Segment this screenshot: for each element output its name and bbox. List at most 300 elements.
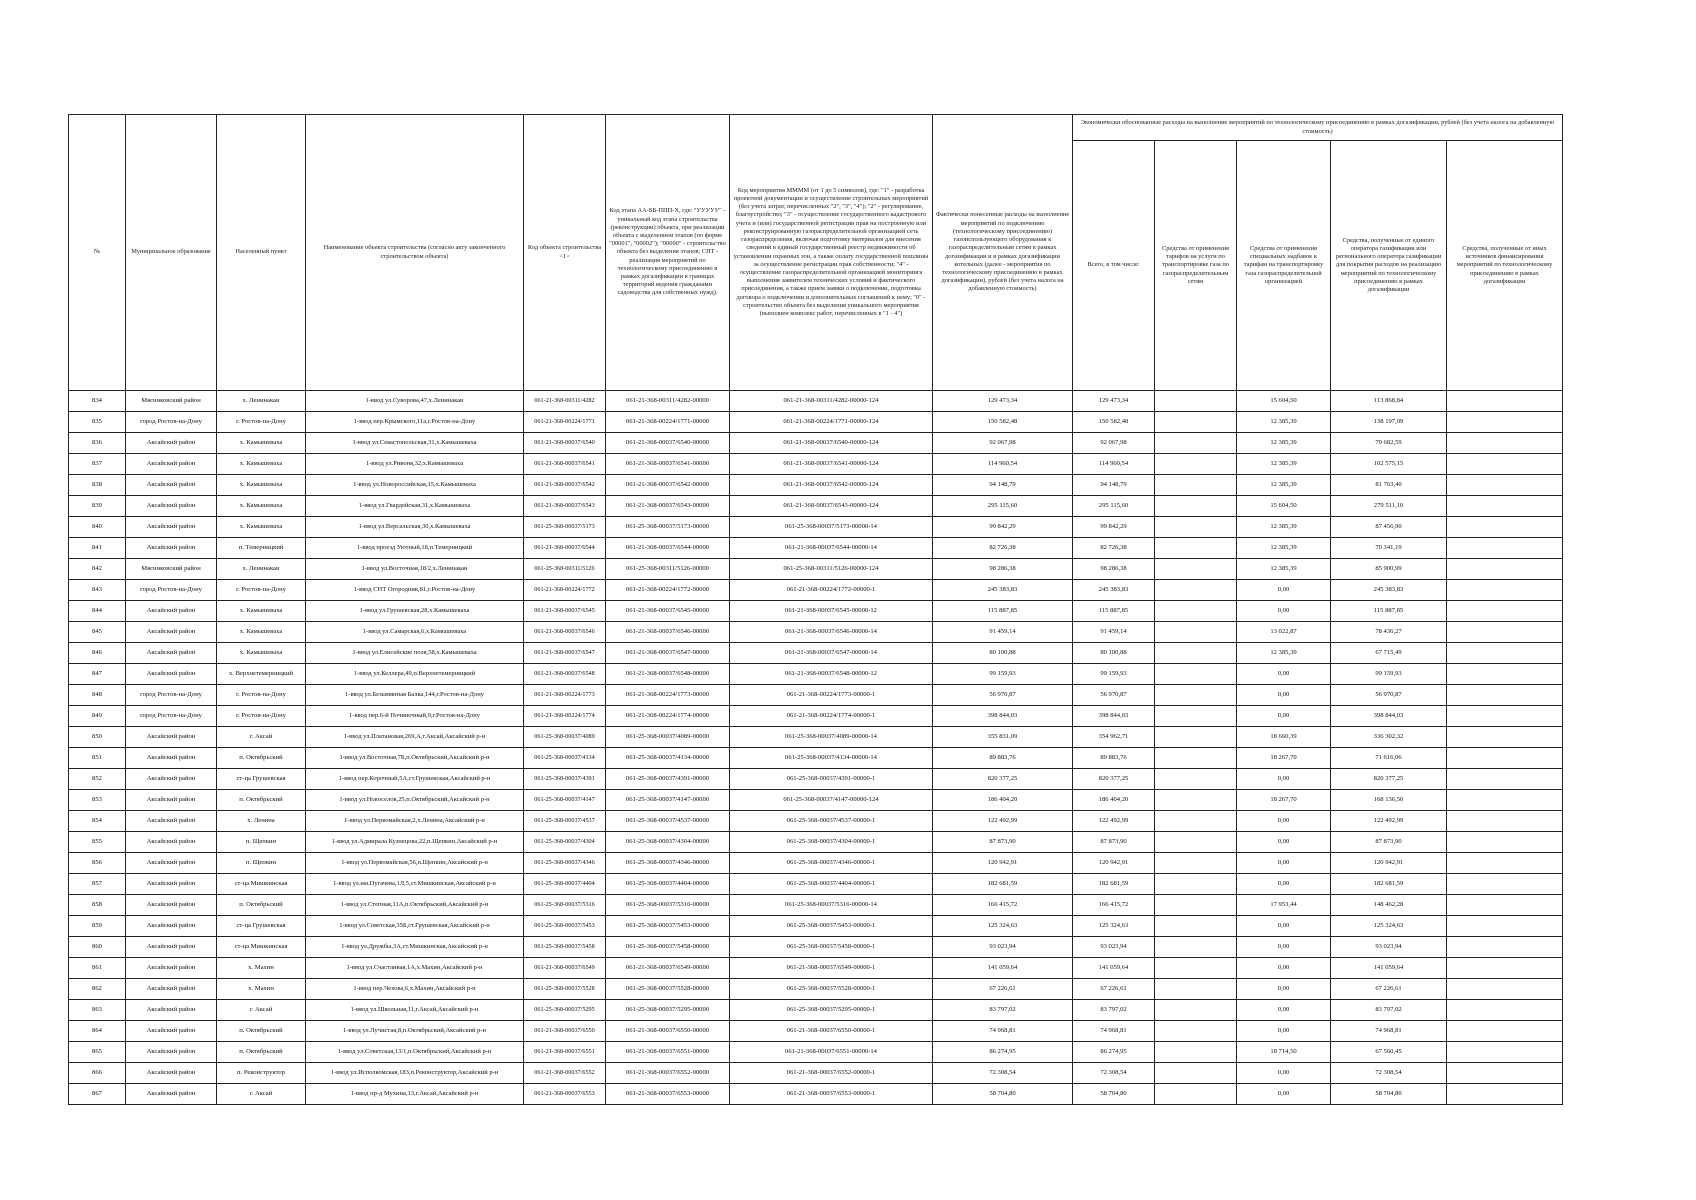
cell-settlement: п. Щепкин bbox=[217, 832, 306, 853]
cell-actual-costs: 94 148,79 bbox=[933, 475, 1073, 496]
cell-total: 72 308,54 bbox=[1073, 1063, 1155, 1084]
cell-object-name: 1-ввод проезд Уютный,18,п.Темерницкий bbox=[306, 538, 524, 559]
cell-special-markups: 0,00 bbox=[1237, 1021, 1331, 1042]
cell-actual-costs: 129 473,34 bbox=[933, 391, 1073, 412]
cell-single-operator: 87 456,90 bbox=[1331, 517, 1447, 538]
header-object-code: Код объекта строительства <1> bbox=[524, 115, 606, 391]
cell-event-code: 061-21-368-00311/4282-00000-124 bbox=[730, 391, 933, 412]
cell-object-name: 1-ввод пер.Корочный,5А,ст.Грушевская,Аксайский р-н bbox=[306, 769, 524, 790]
cell-other-sources bbox=[1447, 1000, 1563, 1021]
cell-stage-code: 061-21-368-00037/6546-00000 bbox=[606, 622, 730, 643]
cell-object-name: 1-ввод ул.Советская,13/1,п.Октябрьский,Аксайский р-н bbox=[306, 1042, 524, 1063]
cell-actual-costs: 93 023,94 bbox=[933, 937, 1073, 958]
cell-object-name: 1-ввод ул.Исполкомская,183,п.Реконструктор,Аксайский р-н bbox=[306, 1063, 524, 1084]
cell-object-name: 1-ввод ул.Степная,11А,п.Октябрьский,Аксайский р-н bbox=[306, 895, 524, 916]
cell-tariffs-transport bbox=[1155, 538, 1237, 559]
cell-single-operator: 58 704,80 bbox=[1331, 1084, 1447, 1105]
table-row bbox=[69, 874, 1563, 895]
cell-other-sources bbox=[1447, 874, 1563, 895]
cell-tariffs-transport bbox=[1155, 496, 1237, 517]
cell-single-operator: 85 900,99 bbox=[1331, 559, 1447, 580]
cell-object-name: 1-ввод ул.Счастливая,1А,х.Махин,Аксайский р-н bbox=[306, 958, 524, 979]
cell-stage-code: 061-25-368-00037/5295-00000 bbox=[606, 1000, 730, 1021]
cell-tariffs-transport bbox=[1155, 832, 1237, 853]
cell-single-operator: 83 797,02 bbox=[1331, 1000, 1447, 1021]
cell-municipality: Аксайский район bbox=[126, 895, 217, 916]
cell-other-sources bbox=[1447, 622, 1563, 643]
cell-total: 89 883,76 bbox=[1073, 748, 1155, 769]
cell-single-operator: 93 023,94 bbox=[1331, 937, 1447, 958]
cell-object-name: 1-ввод ул.Советская,35Б,ст.Грушевская,Аксайский р-н bbox=[306, 916, 524, 937]
cell-municipality: Аксайский район bbox=[126, 622, 217, 643]
cell-stage-code: 061-21-368-00037/6542-00000 bbox=[606, 475, 730, 496]
cell-other-sources bbox=[1447, 706, 1563, 727]
cell-actual-costs: 72 308,54 bbox=[933, 1063, 1073, 1084]
cell-municipality: город Ростов-на-Дону bbox=[126, 685, 217, 706]
cell-object-name: 1-ввод пер.Чехова,6,х.Махин,Аксайский р-н bbox=[306, 979, 524, 1000]
cell-tariffs-transport bbox=[1155, 727, 1237, 748]
cell-special-markups: 0,00 bbox=[1237, 979, 1331, 1000]
cell-stage-code: 061-21-368-00311/4282-00000 bbox=[606, 391, 730, 412]
cell-stage-code: 061-25-368-00037/4404-00000 bbox=[606, 874, 730, 895]
cell-total: 129 473,34 bbox=[1073, 391, 1155, 412]
cell-other-sources bbox=[1447, 580, 1563, 601]
cell-other-sources bbox=[1447, 643, 1563, 664]
cell-municipality: Аксайский район bbox=[126, 454, 217, 475]
cell-other-sources bbox=[1447, 811, 1563, 832]
table-row bbox=[69, 496, 1563, 517]
cell-special-markups: 12 385,39 bbox=[1237, 412, 1331, 433]
cell-object-code: 061-25-368-00037/5453 bbox=[524, 916, 606, 937]
cell-object-name: 1-ввод СНТ Огородник,81,г.Ростов-на-Дону bbox=[306, 580, 524, 601]
cell-single-operator: 71 616,06 bbox=[1331, 748, 1447, 769]
cell-stage-code: 061-21-368-00037/6544-00000 bbox=[606, 538, 730, 559]
cell-other-sources bbox=[1447, 412, 1563, 433]
cell-tariffs-transport bbox=[1155, 601, 1237, 622]
cell-stage-code: 061-25-368-00037/5453-00000 bbox=[606, 916, 730, 937]
cell-object-code: 061-21-368-00037/6540 bbox=[524, 433, 606, 454]
cell-total: 115 887,85 bbox=[1073, 601, 1155, 622]
cell-tariffs-transport bbox=[1155, 559, 1237, 580]
cell-settlement: х. Камышеваха bbox=[217, 601, 306, 622]
cell-special-markups: 0,00 bbox=[1237, 601, 1331, 622]
cell-special-markups: 18 714,50 bbox=[1237, 1042, 1331, 1063]
cell-actual-costs: 58 704,80 bbox=[933, 1084, 1073, 1105]
cell-object-code: 061-21-368-00037/6541 bbox=[524, 454, 606, 475]
cell-special-markups: 0,00 bbox=[1237, 832, 1331, 853]
cell-single-operator: 67 560,45 bbox=[1331, 1042, 1447, 1063]
cell-single-operator: 168 136,50 bbox=[1331, 790, 1447, 811]
cell-num: 853 bbox=[69, 790, 126, 811]
cell-other-sources bbox=[1447, 1084, 1563, 1105]
cell-event-code: 061-25-368-00037/5173-00000-14 bbox=[730, 517, 933, 538]
cell-municipality: Аксайский район bbox=[126, 853, 217, 874]
cell-total: 166 415,72 bbox=[1073, 895, 1155, 916]
cell-special-markups: 0,00 bbox=[1237, 916, 1331, 937]
cell-total: 820 377,25 bbox=[1073, 769, 1155, 790]
cell-tariffs-transport bbox=[1155, 664, 1237, 685]
cell-total: 120 942,91 bbox=[1073, 853, 1155, 874]
cell-stage-code: 061-21-368-00037/6549-00000 bbox=[606, 958, 730, 979]
cell-municipality: Аксайский район bbox=[126, 1000, 217, 1021]
cell-actual-costs: 67 226,61 bbox=[933, 979, 1073, 1000]
cell-event-code: 061-21-368-00037/6540-00000-124 bbox=[730, 433, 933, 454]
cell-tariffs-transport bbox=[1155, 706, 1237, 727]
cell-special-markups: 13 022,87 bbox=[1237, 622, 1331, 643]
cell-num: 863 bbox=[69, 1000, 126, 1021]
cell-object-code: 061-21-368-00037/6548 bbox=[524, 664, 606, 685]
cell-tariffs-transport bbox=[1155, 622, 1237, 643]
header-municipality: Муниципальное образование bbox=[126, 115, 217, 391]
cell-object-code: 061-25-368-00037/4304 bbox=[524, 832, 606, 853]
cell-settlement: п. Октябрьский bbox=[217, 748, 306, 769]
cell-stage-code: 061-21-368-00037/6550-00000 bbox=[606, 1021, 730, 1042]
cell-settlement: п. Реконструктор bbox=[217, 1063, 306, 1084]
table-row bbox=[69, 580, 1563, 601]
cell-single-operator: 99 159,93 bbox=[1331, 664, 1447, 685]
cell-municipality: Аксайский район bbox=[126, 748, 217, 769]
cell-settlement: ст-ца Грушевская bbox=[217, 916, 306, 937]
cell-settlement: п. Октябрьский bbox=[217, 1021, 306, 1042]
cell-tariffs-transport bbox=[1155, 811, 1237, 832]
cell-object-name: 1-ввод ул.Самарская,6,х.Камышеваха bbox=[306, 622, 524, 643]
cell-object-code: 061-25-368-00037/4391 bbox=[524, 769, 606, 790]
table-row bbox=[69, 895, 1563, 916]
table-row bbox=[69, 517, 1563, 538]
cell-settlement: п. Октябрьский bbox=[217, 790, 306, 811]
cell-other-sources bbox=[1447, 601, 1563, 622]
cell-total: 114 960,54 bbox=[1073, 454, 1155, 475]
cell-other-sources bbox=[1447, 895, 1563, 916]
cell-event-code: 061-21-368-00224/1772-00000-1 bbox=[730, 580, 933, 601]
cell-tariffs-transport bbox=[1155, 790, 1237, 811]
cell-municipality: Аксайский район bbox=[126, 979, 217, 1000]
cell-municipality: Аксайский район bbox=[126, 790, 217, 811]
cell-special-markups: 17 953,44 bbox=[1237, 895, 1331, 916]
cell-special-markups: 18 660,39 bbox=[1237, 727, 1331, 748]
cell-stage-code: 061-25-368-00037/4147-00000 bbox=[606, 790, 730, 811]
cell-total: 92 067,98 bbox=[1073, 433, 1155, 454]
cell-municipality: город Ростов-на-Дону bbox=[126, 706, 217, 727]
cell-event-code: 061-21-368-00037/6543-00000-124 bbox=[730, 496, 933, 517]
cell-object-code: 061-21-368-00224/1773 bbox=[524, 685, 606, 706]
cell-actual-costs: 83 797,02 bbox=[933, 1000, 1073, 1021]
cell-event-code: 061-21-368-00224/1773-00000-1 bbox=[730, 685, 933, 706]
table-row bbox=[69, 769, 1563, 790]
cell-num: 845 bbox=[69, 622, 126, 643]
cell-stage-code: 061-25-368-00037/5316-00000 bbox=[606, 895, 730, 916]
cell-num: 861 bbox=[69, 958, 126, 979]
cell-stage-code: 061-25-368-00037/4391-00000 bbox=[606, 769, 730, 790]
cell-tariffs-transport bbox=[1155, 937, 1237, 958]
cell-num: 856 bbox=[69, 853, 126, 874]
header-settlement: Населенный пункт bbox=[217, 115, 306, 391]
cell-object-code: 061-21-368-00037/6544 bbox=[524, 538, 606, 559]
cell-total: 182 681,59 bbox=[1073, 874, 1155, 895]
cell-stage-code: 061-25-368-00037/4346-00000 bbox=[606, 853, 730, 874]
cell-event-code: 061-21-368-00037/6541-00000-124 bbox=[730, 454, 933, 475]
cell-municipality: Аксайский район bbox=[126, 916, 217, 937]
cell-single-operator: 74 968,81 bbox=[1331, 1021, 1447, 1042]
cell-object-name: 1-ввод ул.Первомайская,2,х.Ленина,Аксайский р-н bbox=[306, 811, 524, 832]
cell-settlement: х. Камышеваха bbox=[217, 496, 306, 517]
cell-stage-code: 061-25-368-00311/5126-00000 bbox=[606, 559, 730, 580]
cell-other-sources bbox=[1447, 832, 1563, 853]
cell-tariffs-transport bbox=[1155, 874, 1237, 895]
cell-municipality: Аксайский район bbox=[126, 937, 217, 958]
cell-object-name: 1-ввод ул.Безымянная Балка,144,г.Ростов-на-Дону bbox=[306, 685, 524, 706]
cell-num: 847 bbox=[69, 664, 126, 685]
cell-event-code: 061-21-368-00037/6547-00000-14 bbox=[730, 643, 933, 664]
cell-other-sources bbox=[1447, 454, 1563, 475]
cell-num: 852 bbox=[69, 769, 126, 790]
cell-total: 354 962,71 bbox=[1073, 727, 1155, 748]
cell-special-markups: 12 385,39 bbox=[1237, 538, 1331, 559]
cell-special-markups: 0,00 bbox=[1237, 580, 1331, 601]
cell-special-markups: 0,00 bbox=[1237, 811, 1331, 832]
cell-special-markups: 12 385,39 bbox=[1237, 559, 1331, 580]
table-row bbox=[69, 391, 1563, 412]
cell-num: 849 bbox=[69, 706, 126, 727]
cell-total: 91 459,14 bbox=[1073, 622, 1155, 643]
cell-stage-code: 061-21-368-00037/6540-00000 bbox=[606, 433, 730, 454]
cell-single-operator: 72 308,54 bbox=[1331, 1063, 1447, 1084]
cell-settlement: г. Аксай bbox=[217, 1000, 306, 1021]
cell-single-operator: 115 887,85 bbox=[1331, 601, 1447, 622]
table-row bbox=[69, 538, 1563, 559]
cell-event-code: 061-21-368-00037/6544-00000-14 bbox=[730, 538, 933, 559]
cell-object-name: 1-ввод ул.Платановая,269,А,г.Аксай,Аксайский р-н bbox=[306, 727, 524, 748]
cell-municipality: Аксайский район bbox=[126, 1084, 217, 1105]
cell-single-operator: 120 942,91 bbox=[1331, 853, 1447, 874]
cell-object-code: 061-21-368-00037/6543 bbox=[524, 496, 606, 517]
cell-stage-code: 061-25-368-00037/4304-00000 bbox=[606, 832, 730, 853]
cell-total: 56 970,87 bbox=[1073, 685, 1155, 706]
cell-object-code: 061-25-368-00037/5316 bbox=[524, 895, 606, 916]
cell-object-name: 1-ввод ул.Келлера,49,п.Верхнетемерницкий bbox=[306, 664, 524, 685]
cell-object-name: 1-ввод ул.Восточная,7Б,п.Октябрьский,Аксайский р-н bbox=[306, 748, 524, 769]
cell-object-name: 1-ввод ул.Лучистая,8,п.Октябрьский,Аксайский р-н bbox=[306, 1021, 524, 1042]
cell-other-sources bbox=[1447, 727, 1563, 748]
cell-single-operator: 125 324,63 bbox=[1331, 916, 1447, 937]
cell-single-operator: 182 681,59 bbox=[1331, 874, 1447, 895]
cell-municipality: Аксайский район bbox=[126, 643, 217, 664]
cell-num: 860 bbox=[69, 937, 126, 958]
cell-actual-costs: 141 059,64 bbox=[933, 958, 1073, 979]
cell-settlement: х. Камышеваха bbox=[217, 643, 306, 664]
cell-municipality: Аксайский район bbox=[126, 1063, 217, 1084]
cell-event-code: 061-25-368-00037/4304-00000-1 bbox=[730, 832, 933, 853]
table-row bbox=[69, 1063, 1563, 1084]
cell-object-code: 061-25-368-00037/4404 bbox=[524, 874, 606, 895]
cell-num: 864 bbox=[69, 1021, 126, 1042]
cell-tariffs-transport bbox=[1155, 1084, 1237, 1105]
cell-event-code: 061-21-368-00037/6551-00000-14 bbox=[730, 1042, 933, 1063]
table-row bbox=[69, 433, 1563, 454]
cell-object-name: 1-ввод ул.Севастопольская,31,х.Камышеваха bbox=[306, 433, 524, 454]
cell-object-name: 1-ввод пер.6-й Починочный,9,г.Ростов-на-Дону bbox=[306, 706, 524, 727]
cell-event-code: 061-21-368-00037/6542-00000-124 bbox=[730, 475, 933, 496]
cell-total: 67 226,61 bbox=[1073, 979, 1155, 1000]
cell-settlement: п. Октябрьский bbox=[217, 1042, 306, 1063]
cell-settlement: г. Аксай bbox=[217, 1084, 306, 1105]
cell-event-code: 061-21-368-00224/1771-00000-124 bbox=[730, 412, 933, 433]
cell-object-name: 1-ввод ул.Гвардейская,31,х.Камышеваха bbox=[306, 496, 524, 517]
cell-single-operator: 102 575,15 bbox=[1331, 454, 1447, 475]
table-row bbox=[69, 643, 1563, 664]
cell-settlement: х. Ленинакан bbox=[217, 391, 306, 412]
cell-actual-costs: 398 844,03 bbox=[933, 706, 1073, 727]
cell-object-code: 061-25-368-00037/4089 bbox=[524, 727, 606, 748]
cell-tariffs-transport bbox=[1155, 517, 1237, 538]
cell-single-operator: 122 492,99 bbox=[1331, 811, 1447, 832]
cell-actual-costs: 74 968,81 bbox=[933, 1021, 1073, 1042]
cell-special-markups: 12 385,39 bbox=[1237, 643, 1331, 664]
cell-tariffs-transport bbox=[1155, 1021, 1237, 1042]
cell-object-code: 061-21-368-00037/6546 bbox=[524, 622, 606, 643]
cell-other-sources bbox=[1447, 496, 1563, 517]
table-row bbox=[69, 685, 1563, 706]
table-row bbox=[69, 727, 1563, 748]
cell-other-sources bbox=[1447, 769, 1563, 790]
cell-actual-costs: 115 887,85 bbox=[933, 601, 1073, 622]
cell-event-code: 061-21-368-00037/6549-00000-1 bbox=[730, 958, 933, 979]
cell-total: 94 148,79 bbox=[1073, 475, 1155, 496]
cell-special-markups: 15 604,50 bbox=[1237, 391, 1331, 412]
header-other-sources: Средства, полученные от иных источников финансирования мероприятий по технологическому присоединению в рамках догазификации bbox=[1447, 141, 1563, 391]
cell-municipality: Мясниковский район bbox=[126, 559, 217, 580]
cell-stage-code: 061-25-368-00037/4089-00000 bbox=[606, 727, 730, 748]
cell-other-sources bbox=[1447, 559, 1563, 580]
cell-stage-code: 061-21-368-00037/6552-00000 bbox=[606, 1063, 730, 1084]
cell-special-markups: 12 385,39 bbox=[1237, 475, 1331, 496]
cell-actual-costs: 355 831,09 bbox=[933, 727, 1073, 748]
cell-event-code: 061-21-368-00037/6552-00000-1 bbox=[730, 1063, 933, 1084]
cell-num: 866 bbox=[69, 1063, 126, 1084]
cell-actual-costs: 150 582,48 bbox=[933, 412, 1073, 433]
cell-settlement: г. Ростов-на-Дону bbox=[217, 706, 306, 727]
cell-special-markups: 0,00 bbox=[1237, 874, 1331, 895]
cell-actual-costs: 92 067,98 bbox=[933, 433, 1073, 454]
cell-event-code: 061-21-368-00224/1774-00000-1 bbox=[730, 706, 933, 727]
cell-event-code: 061-25-368-00037/5316-00000-14 bbox=[730, 895, 933, 916]
cell-tariffs-transport bbox=[1155, 685, 1237, 706]
cell-special-markups: 12 385,39 bbox=[1237, 454, 1331, 475]
cell-actual-costs: 91 459,14 bbox=[933, 622, 1073, 643]
cell-event-code: 061-25-368-00311/5126-00000-124 bbox=[730, 559, 933, 580]
table-row bbox=[69, 790, 1563, 811]
cell-municipality: Аксайский район bbox=[126, 811, 217, 832]
cell-municipality: Аксайский район bbox=[126, 1021, 217, 1042]
cell-single-operator: 78 436,27 bbox=[1331, 622, 1447, 643]
cell-object-name: 1-ввод ул.Суворова,47,х.Ленинакан bbox=[306, 391, 524, 412]
header-event-code: Код мероприятия ММММ (от 1 до 5 символов), где: "1" - разработка проектной документации и осуществление строительных мероприятий (без учета затрат, перечисленных "2", "3", "4"); "2" - регулирование, благоустройство; "3" - осуществление государственного кадастрового учета и (или) государственной регистрации прав на построенную или реконструированную газораспределительной организацией сеть газораспределения, включая подготовку материалов для внесения сведений в единый государственный реестр недвижимости об установлении охранных зон, а также оплату государственной пошлины за осуществление регистрации прав собственности; "4" - осуществление газораспределительной организацией мониторинга выполнения заявителем технических условий и фактического присоединения, а также прием заявки о подключении, подготовка договора о подключении и дополнительных соглашений к нему; "0" - строительство объекта без выделения уникального мероприятия (выполнен комплекс работ, перечисленных в "1 - 4") bbox=[730, 115, 933, 391]
cell-num: 854 bbox=[69, 811, 126, 832]
cell-object-name: 1-ввод ул.Новороссийская,15,х.Камышеваха bbox=[306, 475, 524, 496]
header-stage-code: Код этапа АА-ББ-ППП-Х, где: "УУУУУ" - уникальный код этапа строительства (реконструкции) объекта, при реализации объекта с выделением этапов (по форме "00001", "00002"); "00000" - строительство объекта без выделения этапов; СНТ - реализация мероприятий по технологическому присоединению в рамках догазификации в границах территорий ведения гражданами садоводства для собственных нужд). bbox=[606, 115, 730, 391]
cell-stage-code: 061-21-368-00224/1771-00000 bbox=[606, 412, 730, 433]
cell-settlement: х. Камышеваха bbox=[217, 622, 306, 643]
cell-stage-code: 061-21-368-00224/1774-00000 bbox=[606, 706, 730, 727]
cell-actual-costs: 99 842,29 bbox=[933, 517, 1073, 538]
cell-actual-costs: 87 873,90 bbox=[933, 832, 1073, 853]
cell-num: 844 bbox=[69, 601, 126, 622]
table-row bbox=[69, 1000, 1563, 1021]
cell-settlement: х. Ленина bbox=[217, 811, 306, 832]
table-row bbox=[69, 748, 1563, 769]
header-tariffs-transport: Средства от применения тарифов на услуги по транспортировке газа по газораспределительным сетям bbox=[1155, 141, 1237, 391]
table-row bbox=[69, 937, 1563, 958]
cell-object-code: 061-25-368-00037/4537 bbox=[524, 811, 606, 832]
cell-single-operator: 148 462,28 bbox=[1331, 895, 1447, 916]
cell-settlement: х. Камышеваха bbox=[217, 454, 306, 475]
cell-total: 87 873,90 bbox=[1073, 832, 1155, 853]
cell-settlement: х. Камышеваха bbox=[217, 433, 306, 454]
table-body bbox=[69, 391, 1563, 1105]
cell-object-name: 1-ввод пр-д Мухина,13,г.Аксай,Аксайский р-н bbox=[306, 1084, 524, 1105]
cell-actual-costs: 186 404,20 bbox=[933, 790, 1073, 811]
cell-num: 851 bbox=[69, 748, 126, 769]
cell-single-operator: 56 970,87 bbox=[1331, 685, 1447, 706]
cell-settlement: х. Ленинакан bbox=[217, 559, 306, 580]
cell-tariffs-transport bbox=[1155, 475, 1237, 496]
cell-event-code: 061-21-368-00037/6548-00000-12 bbox=[730, 664, 933, 685]
cell-event-code: 061-25-368-00037/4404-00000-1 bbox=[730, 874, 933, 895]
cell-num: 836 bbox=[69, 433, 126, 454]
cell-event-code: 061-21-368-00037/6546-00000-14 bbox=[730, 622, 933, 643]
cell-num: 865 bbox=[69, 1042, 126, 1063]
cell-settlement: п. Темерницкий bbox=[217, 538, 306, 559]
cell-special-markups: 0,00 bbox=[1237, 769, 1331, 790]
cell-object-code: 061-21-368-00224/1772 bbox=[524, 580, 606, 601]
cell-object-name: 1-ввод ул.Грушевская,28,х.Камышеваха bbox=[306, 601, 524, 622]
cell-other-sources bbox=[1447, 475, 1563, 496]
cell-tariffs-transport bbox=[1155, 769, 1237, 790]
cell-municipality: Аксайский район bbox=[126, 496, 217, 517]
cell-special-markups: 0,00 bbox=[1237, 1084, 1331, 1105]
cell-stage-code: 061-25-368-00037/5458-00000 bbox=[606, 937, 730, 958]
cell-special-markups: 0,00 bbox=[1237, 706, 1331, 727]
cell-stage-code: 061-25-368-00037/4134-00000 bbox=[606, 748, 730, 769]
table-row bbox=[69, 916, 1563, 937]
cell-special-markups: 0,00 bbox=[1237, 853, 1331, 874]
cell-object-code: 061-25-368-00037/5173 bbox=[524, 517, 606, 538]
cell-num: 858 bbox=[69, 895, 126, 916]
cell-settlement: х. Верхнетемерницкий bbox=[217, 664, 306, 685]
cell-num: 842 bbox=[69, 559, 126, 580]
cell-municipality: Аксайский район bbox=[126, 874, 217, 895]
cell-total: 150 582,48 bbox=[1073, 412, 1155, 433]
cell-special-markups: 0,00 bbox=[1237, 685, 1331, 706]
cell-object-name: 1-ввод ул.Школьная,11,г.Аксай,Аксайский р-н bbox=[306, 1000, 524, 1021]
cell-tariffs-transport bbox=[1155, 1063, 1237, 1084]
cell-object-code: 061-25-368-00037/5295 bbox=[524, 1000, 606, 1021]
cell-total: 99 159,93 bbox=[1073, 664, 1155, 685]
cell-total: 74 968,81 bbox=[1073, 1021, 1155, 1042]
cell-other-sources bbox=[1447, 937, 1563, 958]
cell-object-name: 1-ввод ул.Елисейские поля,58,х.Камышеваха bbox=[306, 643, 524, 664]
cell-tariffs-transport bbox=[1155, 958, 1237, 979]
cell-other-sources bbox=[1447, 916, 1563, 937]
cell-other-sources bbox=[1447, 1021, 1563, 1042]
cell-object-name: 1-ввод ул.Первомайская,56,п.Щепкин,Аксайский р-н bbox=[306, 853, 524, 874]
cell-settlement: ст-ца Грушевская bbox=[217, 769, 306, 790]
cell-event-code: 061-25-368-00037/4147-00000-124 bbox=[730, 790, 933, 811]
cell-num: 848 bbox=[69, 685, 126, 706]
table-row bbox=[69, 622, 1563, 643]
cell-municipality: Аксайский район bbox=[126, 601, 217, 622]
cell-object-name: 1-ввод ул.им.Пугачева,1Л,5,ст.Мишкинская,Аксайский р-н bbox=[306, 874, 524, 895]
